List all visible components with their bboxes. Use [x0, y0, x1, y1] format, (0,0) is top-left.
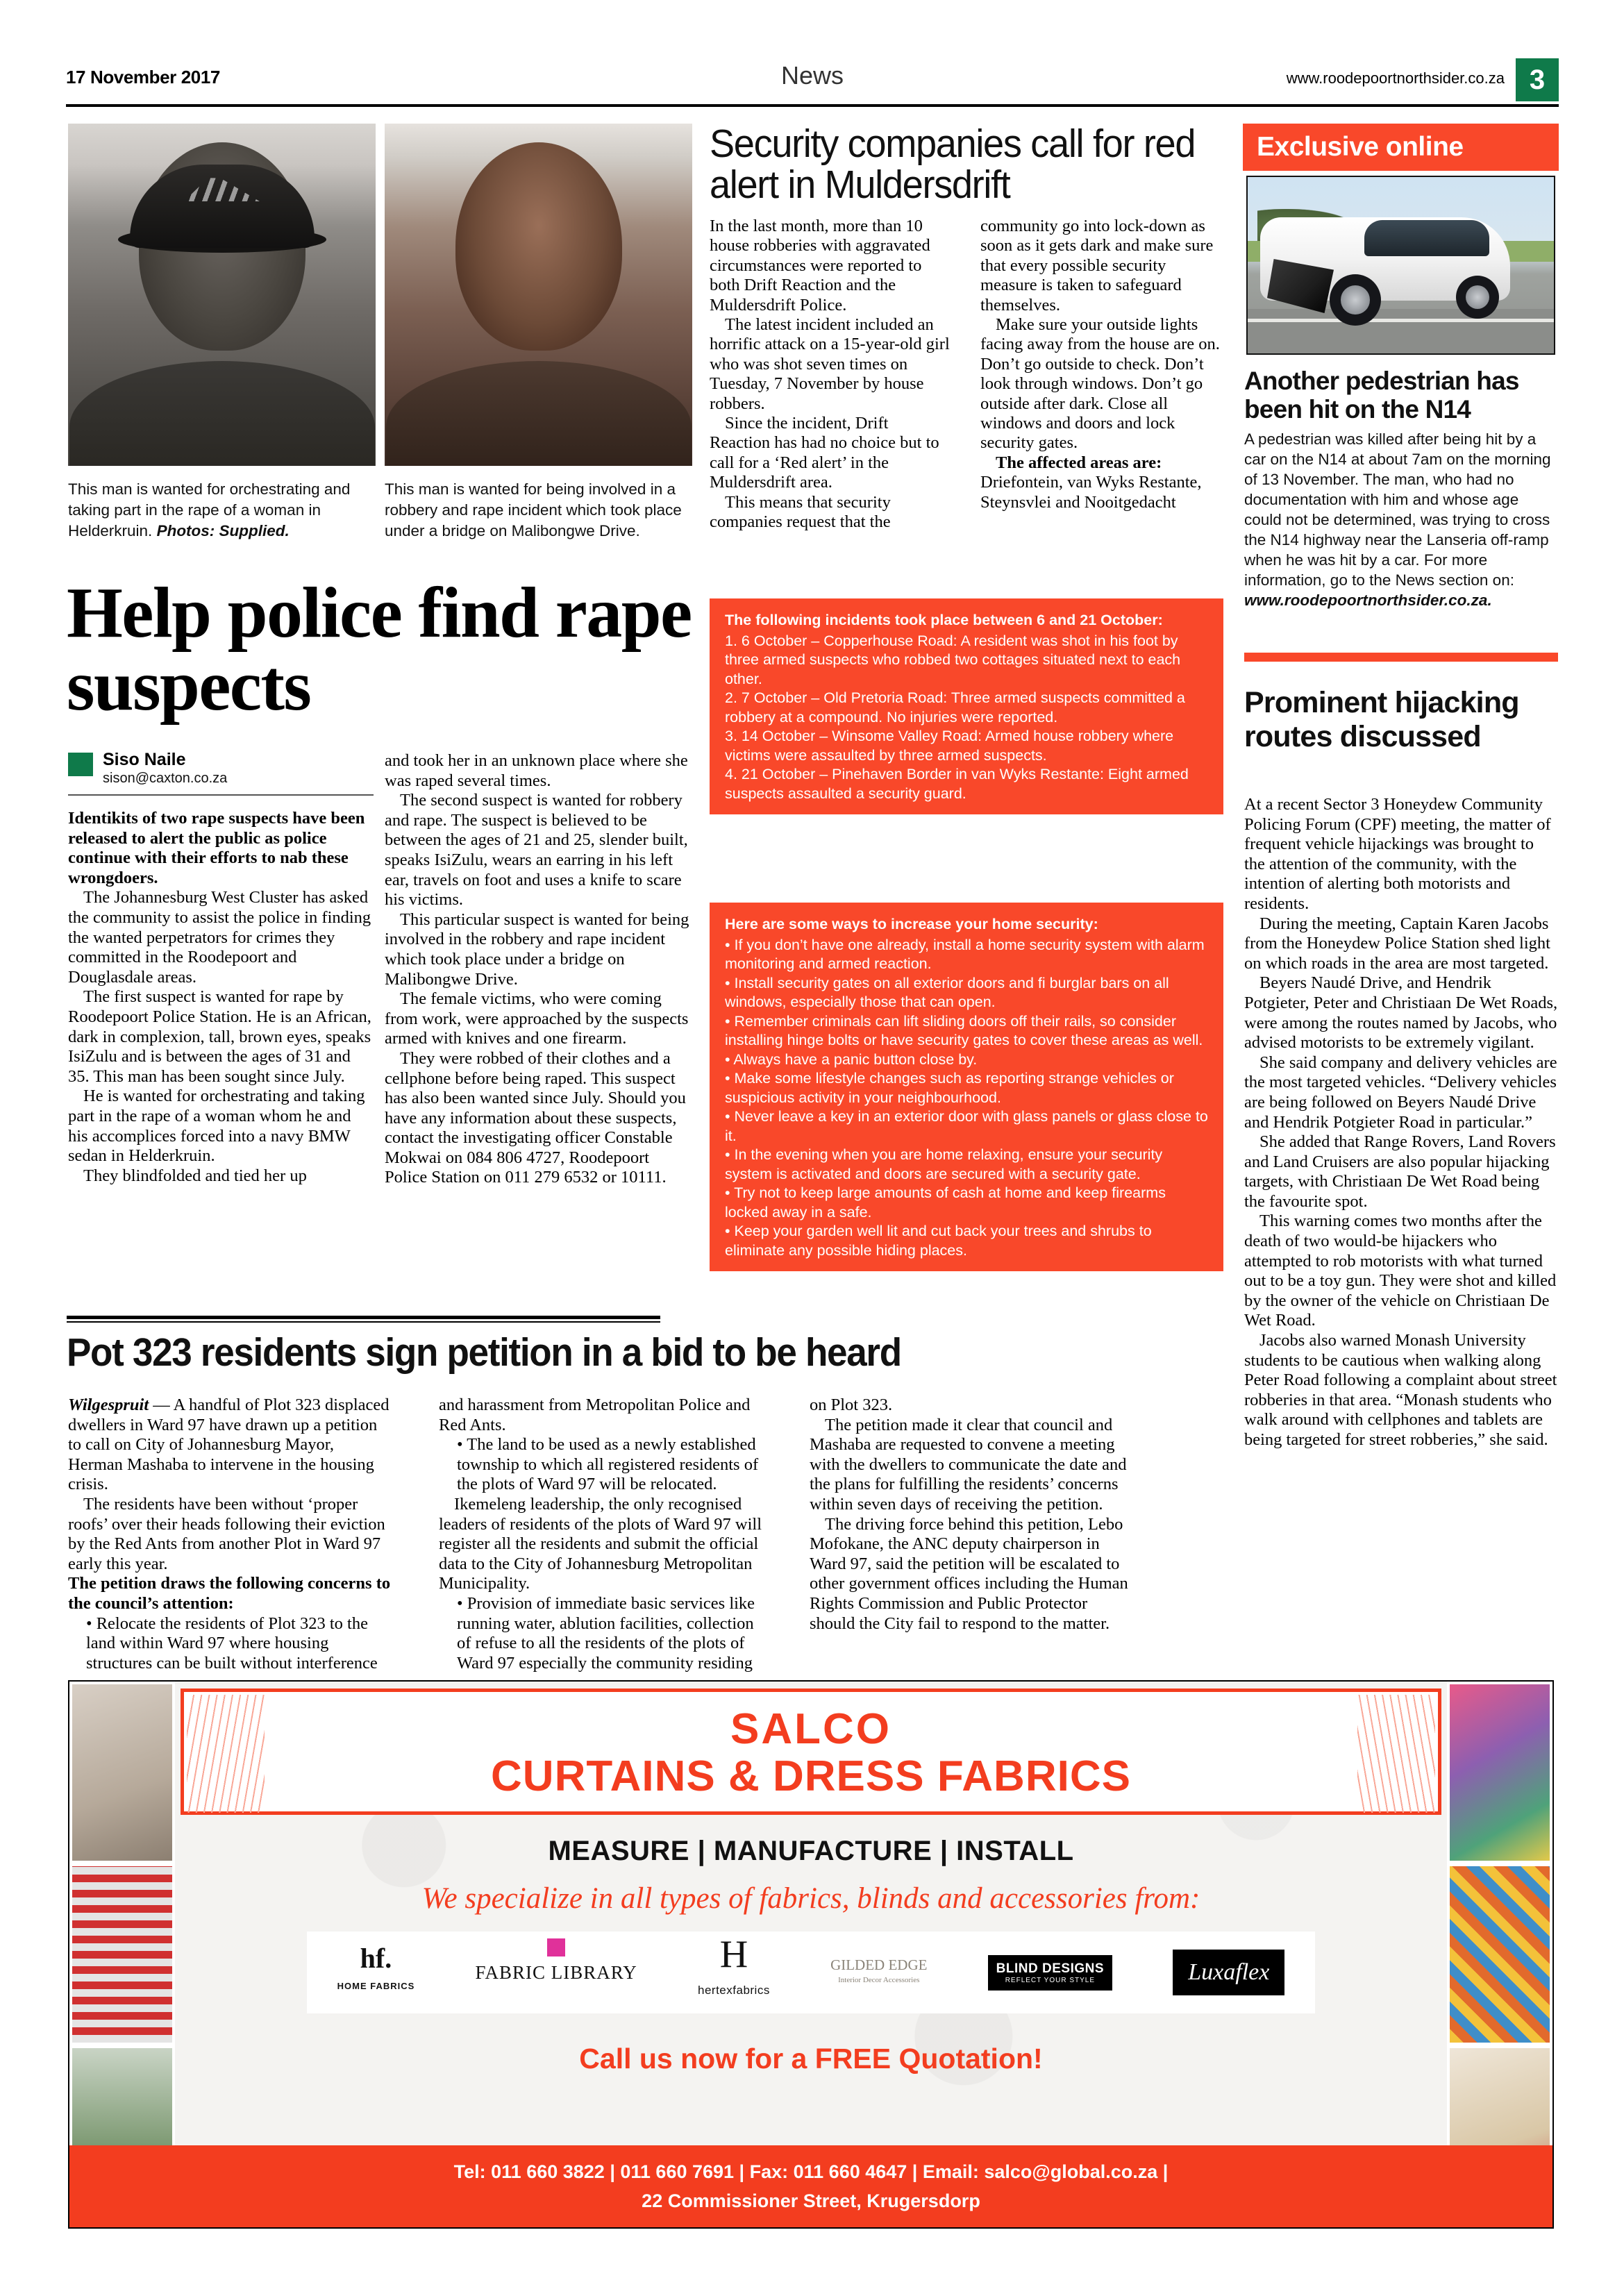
page-number-badge: 3	[1516, 58, 1559, 101]
incidents-box-title: The following incidents took place between 6 and 21 October:	[725, 612, 1163, 628]
security-tip: • Always have a panic button close by.	[725, 1050, 978, 1068]
logo-text: hf.	[360, 1943, 392, 1974]
center-headline: Security companies call for red alert in Muldersdrift	[710, 121, 1196, 207]
article-paragraph: The petition made it clear that council and Mashaba are requested to convene a meeting with the dwellers to communicate the date and the plans for fulfilling the residents’ concerns within seven days of receiving the petition.	[810, 1415, 1127, 1514]
pink-square-icon	[547, 1938, 565, 1956]
ad-services: MEASURE | MANUFACTURE | INSTALL	[548, 1836, 1074, 1866]
article-paragraph: Make sure your outside lights facing away from the house are on. Don’t go outside to check. Don’t look through windows. Don’t go outside after dark. Close all windows and doors and lock security gates.	[980, 315, 1220, 453]
n14-headline: Another pedestrian has been hit on the N14	[1244, 367, 1519, 424]
article-paragraph	[68, 1396, 391, 1495]
article-paragraph: and took her in an unknown place where she was raped several times.	[385, 751, 688, 790]
hijack-body	[1244, 795, 1558, 1450]
incident-item: 3. 14 October – Winsome Valley Road: Armed house robbery where victims were assaulted by three armed suspects.	[725, 728, 1174, 764]
article-paragraph: She said company and delivery vehicles are the most targeted vehicles. “Delivery vehicles are being followed on Beyers Naudé Drive and Hendrik Potgieter Road in particular.”	[1244, 1053, 1557, 1132]
n14-body-text: A pedestrian was killed after being hit by a car on the N14 at about 7am on the morning of 13 November. The man, who had no documentation with him and whose age could not be determined, was trying to cross the N14 highway near the Lanseria off-ramp when he was hit by a car. For more information, go to the News section on:	[1244, 430, 1551, 589]
article-paragraph: The second suspect is wanted for robbery and rape. The suspect is believed to be between the ages of 21 and 25, slender built, speaks IsiZulu, wears an earring in his left ear, travels on foot and uses a knife to scare his victims.	[385, 791, 688, 910]
article-paragraph: and harassment from Metropolitan Police and Red Ants.	[439, 1396, 751, 1434]
logo-fabric-library	[476, 1962, 637, 1984]
pot-column-two	[439, 1396, 762, 1673]
article-paragraph: on Plot 323.	[810, 1396, 893, 1414]
article-paragraph: Jacobs also warned Monash University students to be cautious when walking along Peter Road following a complaint about street robberies in that area. “Monash students who walk around with cellphones and tablets are being targeted for street robberies,” she said.	[1244, 1331, 1557, 1449]
caption-credit: Photos: Supplied.	[156, 522, 290, 539]
article-paragraph: Since the incident, Drift Reaction has had no choice but to call for a ‘Red alert’ in the Muldersdrift area.	[710, 414, 939, 492]
salco-advertisement[interactable]	[68, 1680, 1554, 2229]
ad-contact-line-one[interactable]: Tel: 011 660 3822 | 011 660 7691 | Fax: 011 660 4647 | Email: salco@global.co.za |	[453, 2161, 1169, 2182]
logo-gilded-edge	[830, 1957, 927, 1988]
masthead	[66, 61, 1559, 104]
road-shape	[1248, 309, 1554, 353]
main-article-column-two	[385, 751, 690, 1188]
article-paragraph: The Johannesburg West Cluster has asked the community to assist the police in finding the wanted perpetrators for crimes they committed in the Roodepoort and Douglasdale areas.	[68, 888, 371, 987]
pot-dateline: Wilgespruit	[68, 1396, 149, 1414]
ad-brand-subtitle: CURTAINS & DRESS FABRICS	[491, 1752, 1131, 1800]
incidents-callout-box	[710, 598, 1223, 814]
incident-item: 4. 21 October – Pinehaven Border in van Wyks Restante: Eight armed suspects assaulted a security guard.	[725, 766, 1189, 802]
article-paragraph: She added that Range Rovers, Land Rovers and Land Cruisers are also popular hijacking targets, with Christiaan De Wet Road being the favourite spot.	[1244, 1132, 1556, 1211]
ad-tagline: We specialize in all types of fabrics, blinds and accessories from:	[421, 1882, 1200, 1915]
article-paragraph: Ikemeleng leadership, the only recognised leaders of residents of the plots of Ward 97 will register all the residents and submit the official data to the City of Johannesburg Metropolitan Municipality.	[439, 1494, 762, 1593]
ad-photo	[1450, 1866, 1550, 2043]
article-bullet: • Provision of immediate basic services like running water, ablution facilities, collection of refuse to all the residents of the plots of Ward 97 especially the community residing	[457, 1593, 755, 1673]
byline-divider	[68, 794, 374, 796]
center-article	[710, 121, 1223, 550]
byline-email[interactable]: sison@caxton.co.za	[103, 771, 228, 786]
article-bullet: • Relocate the residents of Plot 323 to the land within Ward 97 where housing structures can be built without interference	[86, 1614, 378, 1673]
logo-hertex	[698, 1933, 770, 2009]
pot-headline: Pot 323 residents sign petition in a bid to be heard	[67, 1330, 901, 1375]
n14-body	[1244, 429, 1558, 610]
suspect-photo-one	[68, 124, 376, 466]
center-column-two	[980, 217, 1223, 512]
photo-face	[455, 142, 622, 351]
ad-photo	[72, 1866, 172, 2043]
masthead-divider	[66, 104, 1559, 107]
photo-caption-one	[68, 479, 374, 542]
article-paragraph: The first suspect is wanted for rape by Roodepoort Police Station. He is an African, dark in complexion, tall, brown eyes, speaks IsiZulu and is between the ages of 31 and 35. This man has been sought since July.	[68, 987, 371, 1086]
suspect-photo-two	[385, 124, 692, 466]
article-paragraph: In the last month, more than 10 house robberies with aggravated circumstances were reported to both Drift Reaction and the Muldersdrift Police.	[710, 217, 930, 315]
incident-item: 1. 6 October – Copperhouse Road: A resident was shot in his foot by three armed suspects who robbed two cottages situated next to each other.	[725, 632, 1181, 687]
n14-url[interactable]: www.roodepoortnorthsider.co.za.	[1244, 592, 1492, 609]
affected-areas-label: The affected areas are:	[996, 453, 1162, 472]
car-wheel-rear	[1456, 276, 1499, 319]
article-paragraph: The driving force behind this petition, Lebo Mofokane, the ANC deputy chairperson in Ward 97, said the petition will be escalated to other government offices including the Human Rights Commission and Public Protector should the City fail to respond to the matter.	[810, 1514, 1128, 1633]
crashed-car-photo	[1246, 176, 1555, 355]
article-paragraph: They were robbed of their clothes and a cellphone before being raped. This suspect has also been wanted since July. Should you have any information about these suspects, contact the investigating officer Constable Mokwai on 084 806 4727, Roodepoort Police Station on 011 279 6532 or 10111.	[385, 1048, 686, 1187]
pot-column-three	[810, 1396, 1132, 1634]
article-paragraph: Beyers Naudé Drive, and Hendrik Potgieter, Peter and Christiaan De Wet Roads, were among the routes named by Jacobs, who advised motorists to be extremely vigilant.	[1244, 973, 1558, 1053]
article-paragraph: They blindfolded and tied her up	[83, 1166, 307, 1185]
logo-subtext: Interior Decor Accessories	[838, 1976, 920, 1984]
masthead-section: News	[780, 61, 844, 90]
masthead-date: 17 November 2017	[66, 67, 220, 87]
article-paragraph: The residents have been without ‘proper roofs’ over their heads following their eviction by the Red Ants from another Plot in Ward 97 early this year.	[68, 1494, 385, 1573]
affected-areas-text: Driefontein, van Wyks Restante, Steynsvlei and Nooitgedacht	[980, 473, 1202, 512]
security-tip: • Remember criminals can lift sliding doors off their rails, so consider installing hinge bolts or have security gates to cover these areas as well.	[725, 1012, 1203, 1048]
logo-subtext: REFLECT YOUR STYLE	[1005, 1976, 1096, 1984]
security-tip: • Never leave a key in an exterior door with glass panels or glass close to it.	[725, 1108, 1208, 1144]
rail-divider	[1244, 653, 1558, 662]
hijack-headline: Prominent hijacking routes discussed	[1244, 686, 1519, 753]
ad-brand-frame	[181, 1689, 1441, 1815]
exclusive-online-banner: Exclusive online	[1243, 124, 1559, 171]
logo-text: Luxaflex	[1188, 1959, 1270, 1985]
security-tip: • Keep your garden well lit and cut back your trees and shrubs to eliminate any possible hiding places.	[725, 1223, 1152, 1259]
photo-shoulders	[69, 361, 375, 466]
home-security-tips-box	[710, 903, 1223, 1271]
byline-author: Siso Naile	[103, 750, 186, 769]
pot-column-one	[68, 1396, 391, 1673]
article-paragraph: This means that security companies request that the	[710, 492, 891, 532]
article-paragraph: During the meeting, Captain Karen Jacobs from the Honeydew Police Station shed light on which roads in the area are most targeted.	[1244, 914, 1550, 973]
ad-contact-footer	[69, 2145, 1552, 2227]
car-wheel-front	[1330, 274, 1381, 326]
byline-marker-icon	[68, 753, 93, 776]
center-column-one	[710, 217, 953, 533]
pot-article-divider-thin	[67, 1321, 660, 1323]
article-paragraph: The latest incident included an horrific attack on a 15-year-old girl who was shot seven times on Tuesday, 7 November by house robbers.	[710, 315, 950, 413]
ad-photo	[1450, 1684, 1550, 1861]
article-paragraph	[980, 453, 1223, 512]
security-tip: • If you don’t have one already, install a home security system with alarm monitoring and armed reaction.	[725, 936, 1205, 972]
security-tip: • In the evening when you are home relaxing, ensure your security system is activated and doors are secured with a security gate.	[725, 1146, 1163, 1182]
article-paragraph: At a recent Sector 3 Honeydew Community Policing Forum (CPF) meeting, the matter of frequent vehicle hijackings was brought to the attention of the community, with the intention of alerting both motorists and residents.	[1244, 795, 1551, 913]
security-tip: • Make some lifestyle changes such as reporting strange vehicles or suspicious activity in your neighbourhood.	[725, 1070, 1174, 1106]
security-tip: • Try not to keep large amounts of cash at home and keep firearms locked away in a safe.	[725, 1184, 1166, 1221]
ad-contact-line-two: 22 Commissioner Street, Krugersdorp	[642, 2190, 980, 2211]
logo-blind-designs	[988, 1955, 1112, 1991]
main-headline: Help police find rape suspects	[67, 573, 692, 726]
ad-call-to-action: Call us now for a FREE Quotation!	[579, 2043, 1043, 2075]
article-paragraph: He is wanted for orchestrating and taking part in the rape of a woman whom he and his accomplices forced into a navy BMW sedan in Helderkruin.	[68, 1087, 365, 1166]
logo-text: BLIND DESIGNS	[996, 1961, 1105, 1976]
security-tip: • Install security gates on all exterior doors and fi burglar bars on all windows, especially those that can open.	[725, 974, 1169, 1010]
ad-partner-logos	[307, 1932, 1315, 2013]
logo-home-fabrics	[337, 1945, 415, 2000]
masthead-url[interactable]: www.roodepoortnorthsider.co.za	[1286, 69, 1505, 87]
article-paragraph: community go into lock-down as soon as it gets dark and make sure that every possible security measure is taken to safeguard themselves.	[980, 217, 1214, 315]
article-paragraph: This warning comes two months after the death of two would-be hijackers who attempted to rob motorists with what turned out to be a toy gun. They were shot and killed by the owner of the vehicle on Christiaan De Wet Road.	[1244, 1212, 1557, 1330]
pot-article-divider	[67, 1316, 660, 1319]
center-article-columns	[710, 217, 1223, 550]
incident-item: 2. 7 October – Old Pretoria Road: Three armed suspects committed a robbery at a compound. No injuries were reported.	[725, 689, 1185, 726]
logo-subtext: hertexfabrics	[698, 1984, 770, 1997]
security-box-title: Here are some ways to increase your home security:	[725, 916, 1098, 932]
car-window-shape	[1364, 220, 1489, 256]
main-article-column-one	[68, 809, 374, 1186]
article-bullet: • The land to be used as a newly established township to which all registered residents of the plots of Ward 97 will be relocated.	[457, 1435, 759, 1494]
logo-text: H	[719, 1933, 748, 1976]
logo-text: GILDED EDGE	[830, 1956, 928, 1973]
photo-shoulders	[386, 361, 692, 466]
logo-luxaflex	[1173, 1950, 1284, 1995]
logo-subtext: HOME FABRICS	[337, 1981, 415, 1991]
cap-shape	[130, 165, 315, 248]
caption-text: This man is wanted for orchestrating and taking part in the rape of a woman in Helderkruin.	[68, 480, 351, 539]
ad-brand-name: SALCO	[730, 1705, 891, 1753]
pot-lead-text: — A handful of Plot 323 displaced dwellers in Ward 97 have drawn up a petition to call on City of Johannesburg Mayor, Herman Mashaba to intervene in the housing crisis.	[68, 1396, 390, 1494]
ad-photo	[72, 1684, 172, 1861]
article-paragraph: This particular suspect is wanted for being involved in the robbery and rape incident which took place under a bridge on Malibongwe Drive.	[385, 910, 689, 989]
article-paragraph: Identikits of two rape suspects have been released to alert the public as police continue with their efforts to nab these wrongdoers.	[68, 809, 365, 887]
cap-logo-icon	[184, 178, 260, 201]
article-paragraph: The petition draws the following concerns to the council’s attention:	[68, 1574, 391, 1613]
logo-text: FABRIC LIBRARY	[475, 1961, 637, 1983]
article-paragraph: The female victims, who were coming from work, were approached by the suspects armed with knives and one firearm.	[385, 989, 689, 1048]
photo-caption-two: This man is wanted for being involved in a robbery and rape incident which took place under a bridge on Malibongwe Drive.	[385, 480, 682, 539]
